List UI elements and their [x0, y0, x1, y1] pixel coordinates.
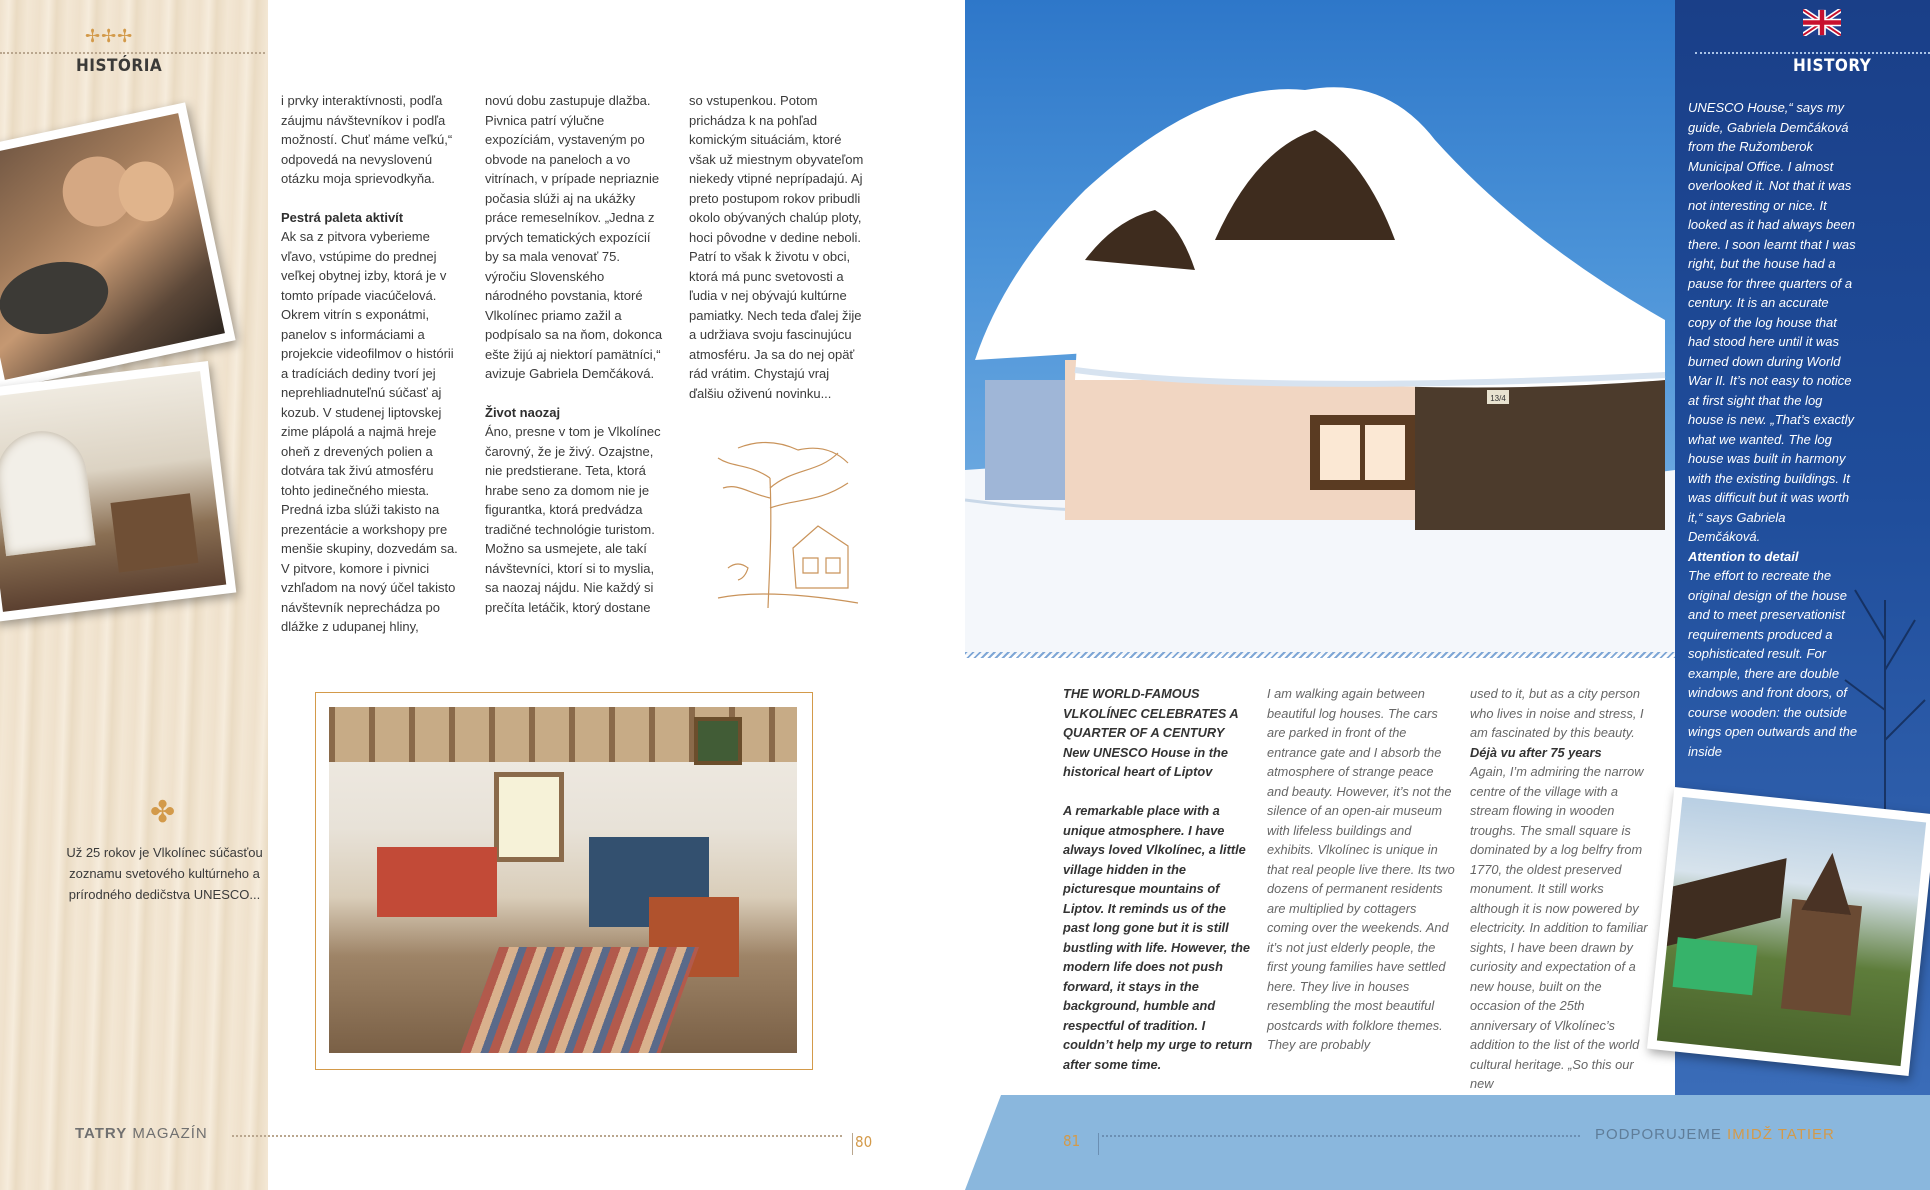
headline: THE WORLD-FAMOUS VLKOLÍNEC CELEBRATES A QUARTER OF A CENTURY	[1063, 686, 1239, 740]
paragraph: Again, I’m admiring the narrow centre of the village with a stream flowing in wooden troughs. The small square is dominated by a log belfry from 1770, the oldest preserved monument. It still works although it is now powered by electricity. In addition to familiar sights, I have been drawn by curiosity and expectation of a new house, built on the occasion of the 25th anniversary of Vlkolínec’s addition to the list of the world cultural heritage. „So this our new	[1470, 764, 1648, 1091]
lead-paragraph: A remarkable place with a unique atmosphere. I have always loved Vlkolínec, a little village hidden in the picturesque mountains of Liptov. It reminds us of the past long gone but it is still bustling with life. However, the modern life does not push forward, it stays in the background, humble and respectful of tradition. I couldn’t help my urge to return after some time.	[1063, 803, 1253, 1072]
brand-light: MAGAZÍN	[132, 1125, 208, 1142]
left-column-3	[689, 91, 867, 403]
svg-text:13/4: 13/4	[1490, 394, 1506, 403]
subheadline: New UNESCO House in the historical heart of Liptov	[1063, 744, 1228, 779]
footer-brand	[75, 1125, 208, 1142]
footer-slogan: PODPORUJEME IMIDŽ TATIER	[1595, 1126, 1835, 1143]
paragraph: The effort to recreate the original design of the house and to meet preservationist requirements produced a sophisticated result. For example, there are double windows and front doors, of course wooden: the outside wings open outwards and the inside	[1688, 568, 1858, 759]
paragraph: Áno, presne v tom je Vlkolínec čarovný, že je živý. Ozajstne, nie predstierane. Teta, ktorá hrabe seno za domom nie je figurantka, ktorá predvádza tradičné technológie turistom. Možno sa usmejete, ale takí návštevníci, ktorí si to myslia, sa naozaj nájdu. Nie každý si prečíta letáčik, ktorý dostane	[485, 424, 661, 615]
page-number-right: 81	[1063, 1132, 1081, 1150]
page-number: 80	[855, 1133, 873, 1151]
paragraph: UNESCO House,“ says my guide, Gabriela Demčáková from the Ružomberok Municipal Office. I almost overlooked it. Not that it was not interesting or nice. It looked as it had always been there. I soon learnt that I was right, but the house had a pause for three quarters of a century. It is an accurate copy of the log house that had stood here until it was burned down during World War II. It’s not easy to notice at first sight that the log house is new. „That’s exactly what we wanted. The log house was built in harmony with the existing buildings. It was difficult but it was worth it,“ says Gabriela Demčáková.	[1688, 100, 1856, 544]
right-column-3	[1470, 684, 1652, 1094]
cottage-sketch-illustration	[708, 438, 868, 618]
ornament-flower-icon: ✤	[150, 796, 176, 829]
brand-bold: TATRY	[75, 1125, 128, 1142]
photo-fireplace	[0, 361, 236, 622]
side-text	[1688, 98, 1858, 761]
photo-belfry	[1647, 787, 1930, 1076]
subheading: Život naozaj	[485, 404, 561, 420]
paragraph: so vstupenkou. Potom prichádza k na pohľad komickým situáciám, ktoré však už miestnym obyvateľom niekedy vtipné neprípadajú. Aj preto postupom rokov pribudli okolo obývaných chalúp ploty, hoci pôvodne v dedine neboli. Patrí to však k životu v obci, ktorá má punc svetovosti a ľudia v nej obývajú kultúrne pamiatky. Nech teda ďalej žije a udržiava svoju fascinujúcu atmosféru. Ja sa do nej opäť rád vrátim. Chystajú vraj ďalšiu oživenú novinku...	[689, 93, 864, 401]
header-divider	[0, 52, 265, 54]
paragraph: Ak sa z pitvora vyberieme vľavo, vstúpime do prednej veľkej obytnej izby, ktorá je v tomto prípade viacúčelová. Okrem vitrín s exponátmi, panelov s informáciami a projekcie videofilmov o histórii a tradíciách dediny tvorí jej neprehliadnuteľnú súčasť aj kozub. V studenej liptovskej zime plápolá a najmä hreje oheň z drevených polien a dotvára tak živú atmosféru tohto jedinečného miesta. Predná izba slúži takisto na prezentácie a workshopy pre menšie skupiny, dozvedám sa. V pitvore, komore i pivnici vzhľadom na nový účel takisto návštevník neprechádza po dlážke z udupanej hliny,	[281, 229, 458, 634]
photo-snowy-house	[965, 0, 1675, 655]
paragraph: i prvky interaktívnosti, podľa záujmu návštevníkov i podľa možností. Chuť máme veľkú,“ odpovedá na nevyslovenú otázku moja sprievodkyňa.	[281, 93, 453, 186]
sidebar-note: Už 25 rokov je Vlkolínec súčasťou zoznamu svetového kultúrneho a prírodného dedičstva UNESCO...	[66, 845, 263, 902]
subheading: Pestrá paleta aktivít	[281, 209, 404, 225]
ornament-icon: ✢✢✢	[85, 26, 134, 46]
subheading: Attention to detail	[1688, 548, 1799, 564]
photo-interior	[329, 707, 797, 1053]
paragraph: I am walking again between beautiful log houses. The cars are parked in front of the entrance gate and I absorb the atmosphere of strange peace and beauty. However, it’s not the silence of an open-air museum with lifeless buildings and exhibits. Vlkolínec is unique in that real people live there. Its two dozens of permanent residents are multiplied by cottagers coming over the weekends. And it’s not just elderly people, the first young families have settled here. They live in houses resembling the most beautiful postcards with folklore themes. They are probably	[1267, 686, 1455, 1052]
photo-interior-frame	[315, 692, 813, 1070]
left-column-2	[485, 91, 663, 617]
section-label: HISTÓRIA	[76, 56, 163, 76]
paragraph: used to it, but as a city person who lives in noise and stress, I am fascinated by this beauty.	[1470, 686, 1644, 740]
paragraph: novú dobu zastupuje dlažba. Pivnica patrí výlučne expozíciám, vystaveným po obvode na paneloch a vo vitrínach, v prípade nepriaznie počasia slúži aj na ukážky práce remeselníkov. „Jedna z prvých tematických expozícií by sa mala venovať 75. výročiu Slovenského národného povstania, ktoré Vlkolínec priamo zažil a podpísalo sa na ňom, dokonca ešte žijú aj niektorí pamätníci,“ avizuje Gabriela Demčáková.	[485, 93, 663, 381]
right-column-2	[1267, 684, 1455, 1055]
footer-divider	[232, 1135, 842, 1137]
subheading: Déjà vu after 75 years	[1470, 744, 1602, 760]
section-label-english: HISTORY	[1793, 56, 1872, 76]
uk-flag-icon	[1803, 9, 1841, 36]
right-column-1	[1063, 684, 1253, 1074]
left-column-1	[281, 91, 459, 637]
